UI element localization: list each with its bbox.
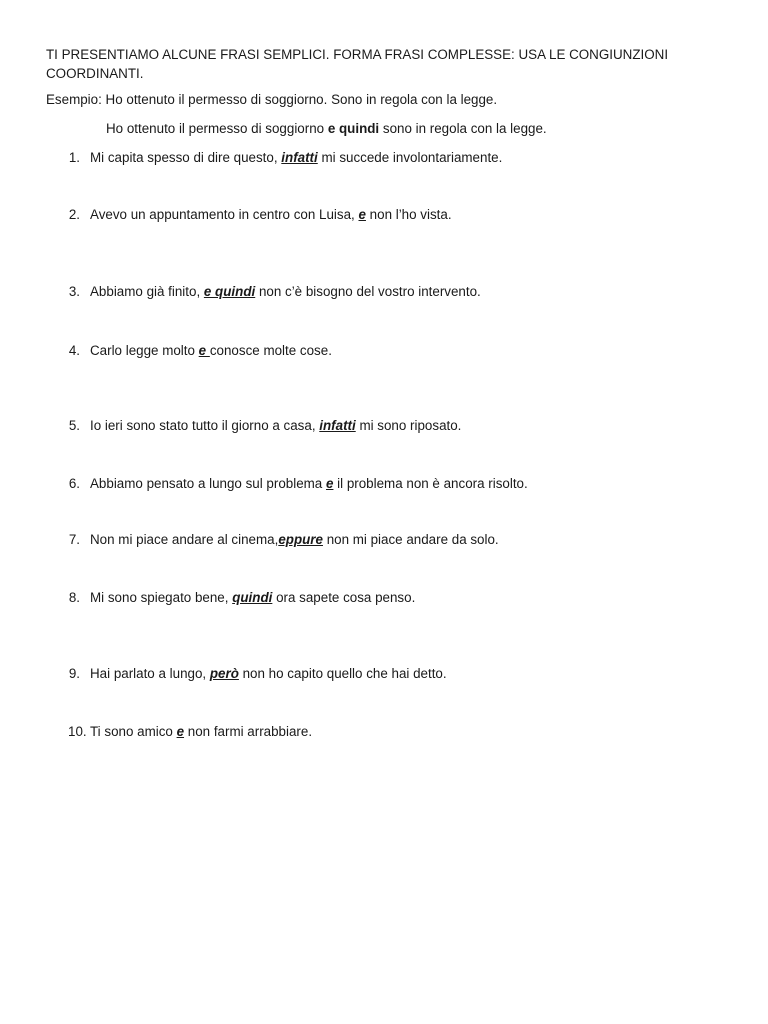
item-number: 4. — [68, 343, 80, 358]
item-text-before: Io ieri sono stato tutto il giorno a casa, — [90, 418, 320, 433]
item-text-before: Abbiamo pensato a lungo sul problema — [90, 476, 326, 491]
item-text-after: non l’ho vista. — [365, 207, 452, 222]
item-text-after: non mi piace andare da solo. — [322, 532, 499, 547]
item-conjunction: e — [358, 207, 366, 222]
instructions-heading: TI PRESENTIAMO ALCUNE FRASI SEMPLICI. FORMA FRASI COMPLESSE: USA LE CONGIUNZIONI COORDINANTI. — [46, 47, 669, 81]
item-number: 5. — [68, 418, 80, 433]
item-number: 9. — [68, 666, 80, 681]
example-answer-before: Ho ottenuto il permesso di soggiorno — [106, 121, 328, 136]
item-conjunction: e quindi — [203, 284, 256, 299]
item-conjunction: infatti — [319, 418, 356, 433]
item-sentence — [90, 724, 312, 739]
example-answer-after: sono in regola con la legge. — [379, 121, 547, 136]
item-conjunction: e — [198, 343, 210, 358]
item-conjunction: però — [209, 666, 239, 681]
item-text-after: il problema non è ancora risolto. — [333, 476, 528, 491]
item-sentence — [90, 476, 528, 491]
item-text-after: ora sapete cosa penso. — [272, 590, 416, 605]
item-sentence — [90, 343, 332, 358]
item-text-before: Carlo legge molto — [90, 343, 199, 358]
item-number: 8. — [68, 590, 80, 605]
item-sentence — [90, 418, 461, 433]
item-text-before: Mi sono spiegato bene, — [90, 590, 233, 605]
item-sentence — [90, 590, 415, 605]
item-sentence — [90, 150, 502, 165]
item-text-before: Avevo un appuntamento in centro con Luisa, — [90, 207, 359, 222]
item-number: 10. — [68, 724, 87, 739]
item-text-before: Mi capita spesso di dire questo, — [90, 150, 282, 165]
example-answer — [106, 121, 547, 136]
item-sentence — [90, 666, 447, 681]
item-number: 3. — [68, 284, 80, 299]
item-text-after: non c’è bisogno del vostro intervento. — [255, 284, 481, 299]
item-number: 1. — [68, 150, 80, 165]
item-sentence — [90, 207, 452, 222]
item-conjunction: e — [325, 476, 334, 491]
item-text-before: Ti sono amico — [90, 724, 177, 739]
item-sentence — [90, 532, 499, 547]
example-sentence: Esempio: Ho ottenuto il permesso di soggiorno. Sono in regola con la legge. — [46, 92, 498, 107]
item-text-after: mi sono riposato. — [355, 418, 462, 433]
item-conjunction: quindi — [232, 590, 273, 605]
example-answer-conjunction: e quindi — [327, 121, 380, 136]
item-text-after: conosce molte cose. — [209, 343, 332, 358]
item-conjunction: eppure — [278, 532, 323, 547]
item-number: 6. — [68, 476, 80, 491]
item-sentence — [90, 284, 481, 299]
item-text-before: Hai parlato a lungo, — [90, 666, 210, 681]
item-text-before: Non mi piace andare al cinema, — [90, 532, 279, 547]
item-conjunction: infatti — [281, 150, 318, 165]
item-text-after: non ho capito quello che hai detto. — [238, 666, 447, 681]
item-text-after: non farmi arrabbiare. — [184, 724, 313, 739]
item-conjunction: e — [176, 724, 185, 739]
item-text-before: Abbiamo già finito, — [90, 284, 204, 299]
item-number: 7. — [68, 532, 80, 547]
item-number: 2. — [68, 207, 80, 222]
item-text-after: mi succede involontariamente. — [317, 150, 503, 165]
